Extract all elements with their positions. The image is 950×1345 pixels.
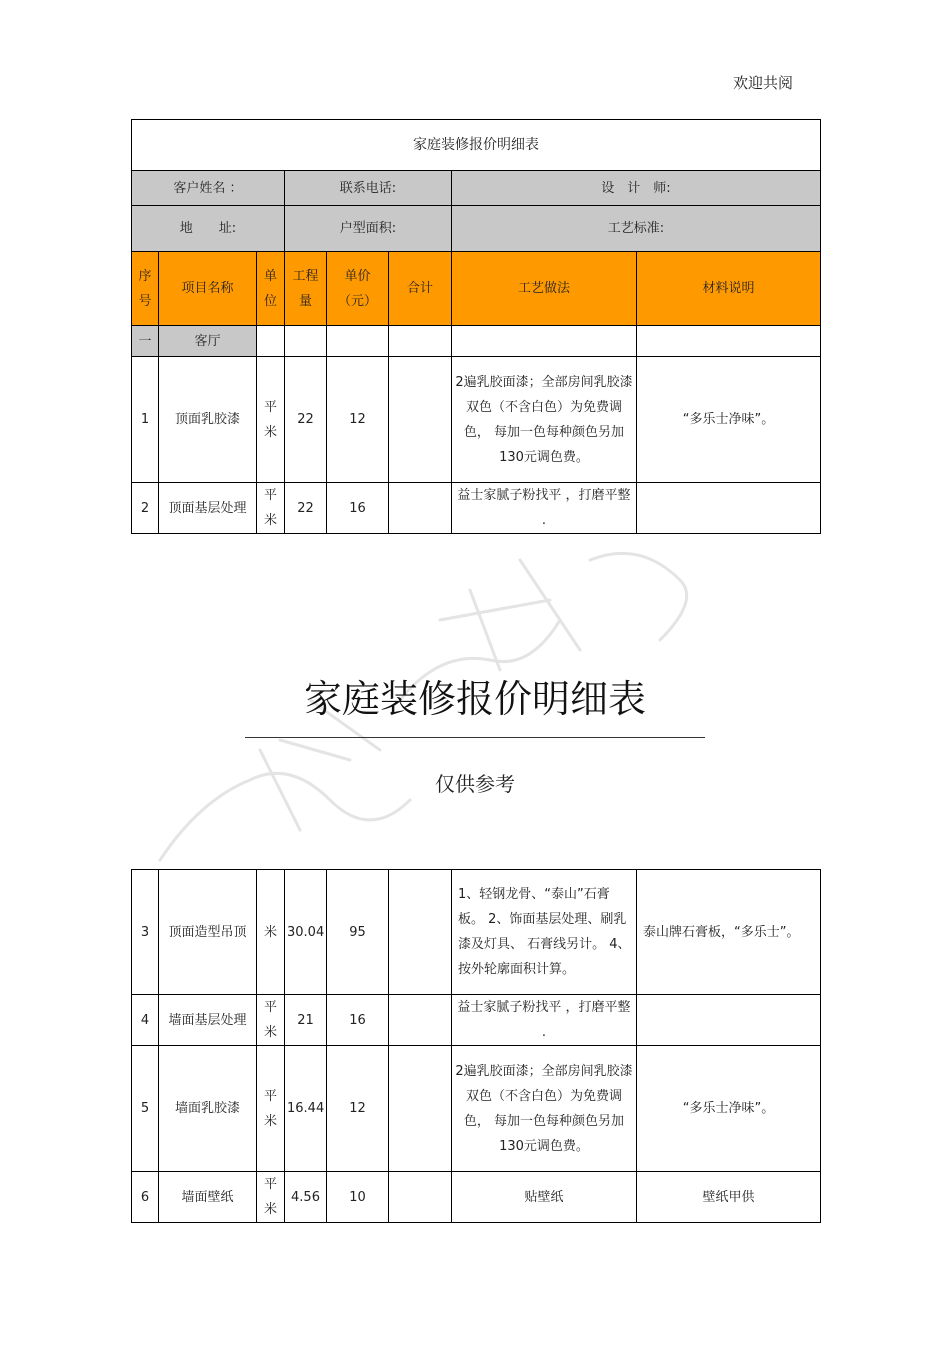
section-name: 客厅 <box>159 326 257 357</box>
row-total <box>389 483 452 534</box>
row-material: “多乐士净味”。 <box>637 1046 821 1172</box>
standard-label: 工艺标准: <box>452 206 821 252</box>
row-seq: 2 <box>132 483 159 534</box>
row-qty: 30.04 <box>285 870 327 995</box>
row-process: 贴壁纸 <box>452 1172 637 1223</box>
quote-table-bottom <box>131 869 821 1223</box>
table-row <box>132 995 821 1046</box>
row-qty: 4.56 <box>285 1172 327 1223</box>
section-row <box>132 326 821 357</box>
col-header-process: 工艺做法 <box>452 252 637 326</box>
row-price: 12 <box>327 1046 389 1172</box>
row-material: 泰山牌石膏板，“多乐士”。 <box>637 870 821 995</box>
row-item: 墙面壁纸 <box>159 1172 257 1223</box>
table-row <box>132 1172 821 1223</box>
row-seq: 4 <box>132 995 159 1046</box>
row-material: 壁纸甲供 <box>637 1172 821 1223</box>
row-item: 墙面乳胶漆 <box>159 1046 257 1172</box>
row-seq: 5 <box>132 1046 159 1172</box>
designer-label: 设 计 师: <box>452 171 821 206</box>
document-title: 家庭装修报价明细表 <box>303 677 646 721</box>
row-price: 12 <box>327 357 389 483</box>
column-header-row <box>132 252 821 326</box>
col-header-item: 项目名称 <box>159 252 257 326</box>
col-header-total: 合计 <box>389 252 452 326</box>
col-header-seq: 序号 <box>132 252 159 326</box>
col-header-unit: 单位 <box>257 252 285 326</box>
row-item: 顶面基层处理 <box>159 483 257 534</box>
area-label: 户型面积: <box>285 206 452 252</box>
row-total <box>389 995 452 1046</box>
table-row <box>132 483 821 534</box>
quote-table-top <box>131 119 821 534</box>
header-note: 欢迎共阅 <box>733 74 794 92</box>
row-total <box>389 357 452 483</box>
table-title: 家庭装修报价明细表 <box>132 120 821 171</box>
row-total <box>389 1046 452 1172</box>
row-item: 顶面造型吊顶 <box>159 870 257 995</box>
phone-label: 联系电话: <box>285 171 452 206</box>
row-seq: 3 <box>132 870 159 995</box>
table-title-row <box>132 120 821 171</box>
row-item: 顶面乳胶漆 <box>159 357 257 483</box>
customer-name-label: 客户姓名 ： <box>132 171 285 206</box>
col-header-material: 材料说明 <box>637 252 821 326</box>
row-process: 1、轻钢龙骨、“泰山”石膏板。 2、饰面基层处理、刷乳漆及灯具、 石膏线另计。 4、按外轮廓面积计算。 <box>452 870 637 995</box>
row-process: 2遍乳胶面漆；全部房间乳胶漆双色（不含白色）为免费调色， 每加一色每种颜色另加 130元调色费。 <box>452 357 637 483</box>
document-subtitle: 仅供参考 <box>435 772 515 796</box>
row-price: 16 <box>327 483 389 534</box>
info-row-house <box>132 206 821 252</box>
row-unit: 平米 <box>257 995 285 1046</box>
row-unit: 平米 <box>257 357 285 483</box>
row-qty: 22 <box>285 357 327 483</box>
row-seq: 6 <box>132 1172 159 1223</box>
row-unit: 平米 <box>257 483 285 534</box>
row-qty: 16.44 <box>285 1046 327 1172</box>
col-header-qty: 工程量 <box>285 252 327 326</box>
row-seq: 1 <box>132 357 159 483</box>
row-unit: 平米 <box>257 1046 285 1172</box>
row-process: 益士家腻子粉找平 ，打磨平整 . <box>452 483 637 534</box>
row-material: “多乐士净味”。 <box>637 357 821 483</box>
row-price: 10 <box>327 1172 389 1223</box>
table-row <box>132 1046 821 1172</box>
address-label: 地 址: <box>132 206 285 252</box>
row-process: 2遍乳胶面漆；全部房间乳胶漆双色（不含白色）为免费调色， 每加一色每种颜色另加 130元调色费。 <box>452 1046 637 1172</box>
row-qty: 22 <box>285 483 327 534</box>
row-total <box>389 870 452 995</box>
row-item: 墙面基层处理 <box>159 995 257 1046</box>
row-price: 16 <box>327 995 389 1046</box>
row-material <box>637 995 821 1046</box>
row-process: 益士家腻子粉找平 ，打磨平整 . <box>452 995 637 1046</box>
row-price: 95 <box>327 870 389 995</box>
table-row <box>132 357 821 483</box>
row-unit: 平米 <box>257 1172 285 1223</box>
col-header-price: 单价（元） <box>327 252 389 326</box>
row-unit: 米 <box>257 870 285 995</box>
row-qty: 21 <box>285 995 327 1046</box>
title-divider <box>245 737 705 738</box>
info-row-contact <box>132 171 821 206</box>
row-material <box>637 483 821 534</box>
section-number: 一 <box>132 326 159 357</box>
row-total <box>389 1172 452 1223</box>
table-row <box>132 870 821 995</box>
